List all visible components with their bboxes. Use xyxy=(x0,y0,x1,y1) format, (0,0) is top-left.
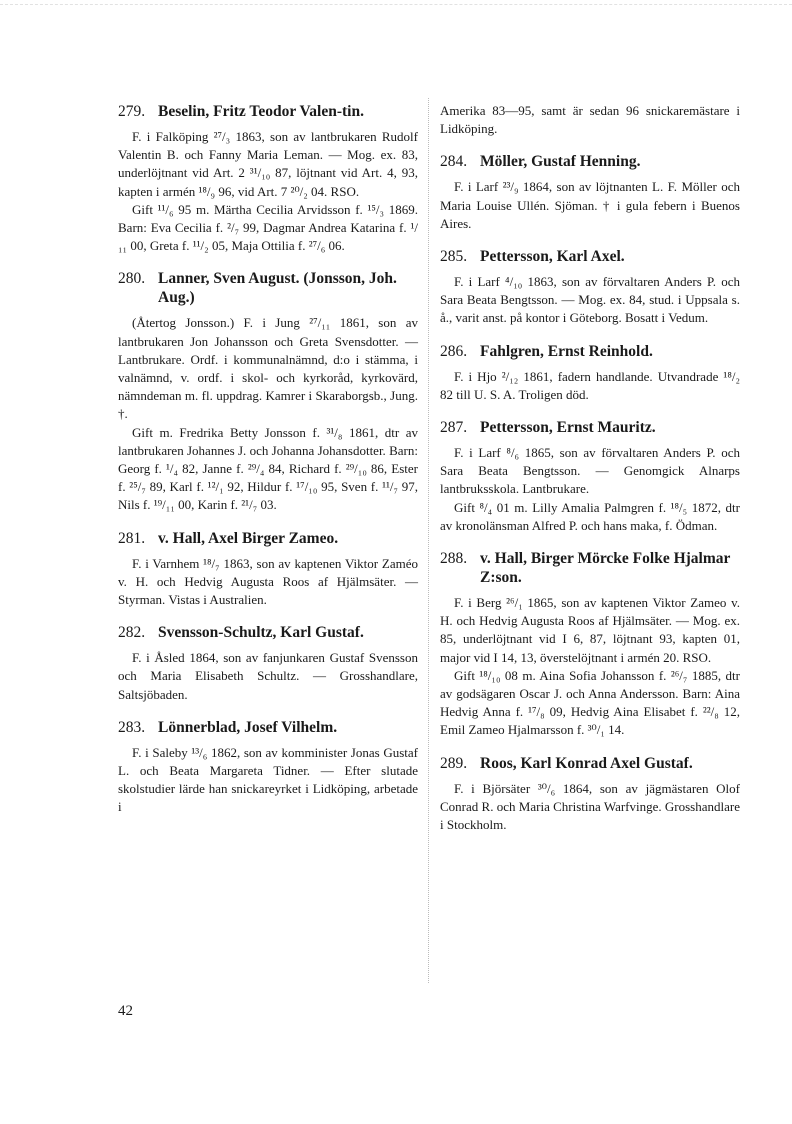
entry-280 xyxy=(118,269,418,514)
entry-paragraph: F. i Åsled 1864, son av fanjunkaren Gustaf Svensson och Maria Elisabeth Schultz. — Grosshandlare, Saltsjöbaden. xyxy=(118,650,418,702)
entry-heading xyxy=(440,342,740,361)
entry-283-continued xyxy=(440,102,740,138)
entry-paragraph: F. i Saleby ¹³/₆ 1862, son av komminister Jonas Gustaf L. och Beata Margareta Tidner. — Efter slutade skolstudier lärde han snickareyrket i Lidköping, arbetade i xyxy=(118,744,418,815)
entry-heading xyxy=(440,754,740,773)
entry-name: Möller, Gustaf Henning. xyxy=(480,153,641,171)
entry-number: 289. xyxy=(440,754,468,772)
entry-number: 286. xyxy=(440,342,468,360)
entry-paragraph: (Återtog Jonsson.) F. i Jung ²⁷/₁₁ 1861, son av lantbrukaren Jon Johansson och Greta Svensdotter. — Lantbrukare. Ordf. i kommunalnämnd, d:o i stämma, i valnämnd, v. ordf. i skol- och kyrkoråd, kyrkovärd, nämndeman m. fl. uppdrag. Kamrer i Skaraborgsb., Jung. †. xyxy=(118,315,418,422)
entry-288 xyxy=(440,549,740,740)
entry-paragraph: F. i Björsäter ³⁰/₆ 1864, son av jägmästaren Olof Conrad R. och Maria Christina Warfvinge. Grosshandlare i Stockholm. xyxy=(440,780,740,833)
entry-paragraph: F. i Larf ⁴/₁₀ 1863, son av förvaltaren Anders P. och Sara Beata Bengtsson. — Mog. ex. 84, stud. i Uppsala s. å., varit anst. på kontor i Göteborg. Bosatt i Vedum. xyxy=(440,274,740,326)
entry-paragraph: F. i Falköping ²⁷/₃ 1863, son av lantbrukaren Rudolf Valentin B. och Fanny Maria Leman. — Mog. ex. 83, underlöjtnant vid Art. 2 ³¹/₁₀ 87, löjtnant vid Art. 4, 93, kapten i armén ¹⁸/₉ 96, vid Art. 7 ²⁰/₂ 04. RSO. xyxy=(118,129,418,199)
entry-paragraph: Gift ¹¹/₆ 95 m. Märtha Cecilia Arvidsson f. ¹⁵/₃ 1869. Barn: Eva Cecilia f. ²/₇ 99, Dagmar Andrea Katarina f. ¹/₁₁ 00, Greta f. ¹¹/₂ 05, Maja Ottilia f. ²⁷/₆ 06. xyxy=(118,201,418,254)
entry-heading xyxy=(118,623,418,642)
entry-279 xyxy=(118,102,418,255)
entry-285 xyxy=(440,247,740,328)
entry-paragraph: F. i Hjo ²/₁₂ 1861, fadern handlande. Utvandrade ¹⁸/₂ 82 till U. S. A. Troligen död. xyxy=(440,368,740,402)
entry-heading xyxy=(440,152,740,171)
entry-paragraph: F. i Larf ²³/₉ 1864, son av löjtnanten L. F. Möller och Maria Louise Ullén. Sjöman. † i gula febern i Buenos Aires. xyxy=(440,179,740,231)
entry-286 xyxy=(440,342,740,404)
entry-paragraph: Amerika 83—95, samt är sedan 96 snickaremästare i Lidköping. xyxy=(440,103,740,137)
page-number: 42 xyxy=(118,1003,133,1019)
entry-paragraph: Gift ⁸/₄ 01 m. Lilly Amalia Palmgren f. ¹⁸/₅ 1872, dtr av kronolänsman Alfred P. och hans maka, f. Ödman. xyxy=(440,499,740,533)
column-divider xyxy=(428,98,429,983)
entry-284 xyxy=(440,152,740,233)
entry-name: v. Hall, Birger Mörcke Folke Hjalmar Z:son. xyxy=(480,550,731,587)
entry-name: Svensson-Schultz, Karl Gustaf. xyxy=(158,624,364,642)
entry-paragraph: F. i Berg ²⁶/₁ 1865, son av kaptenen Viktor Zameo v. H. och Hedvig Augusta Roos af Hjälmsäter. — Mog. ex. 85, underlöjtnant vid I 6, 87, löjtnant 93, kapten 01, major vid I 14, 13, överstelöjtnant i armén 20. RSO. xyxy=(440,595,740,665)
entry-name: Fahlgren, Ernst Reinhold. xyxy=(480,342,653,360)
entry-heading xyxy=(118,102,418,121)
entry-number: 280. xyxy=(118,270,146,288)
entry-name: Pettersson, Karl Axel. xyxy=(480,248,625,266)
entry-287 xyxy=(440,418,740,535)
entry-name: Roos, Karl Konrad Axel Gustaf. xyxy=(480,754,693,772)
top-scan-rule xyxy=(0,4,792,5)
entry-number: 287. xyxy=(440,419,468,437)
entry-283 xyxy=(118,718,418,817)
entry-282 xyxy=(118,623,418,704)
entry-paragraph: F. i Varnhem ¹⁸/₇ 1863, son av kaptenen Viktor Zaméo v. H. och Hedvig Augusta Roos af Hjälmsäter. — Styrman. Vistas i Australien. xyxy=(118,555,418,608)
entry-paragraph: Gift ¹⁸/₁₀ 08 m. Aina Sofia Johansson f. ²⁶/₇ 1885, dtr av godsägaren Oscar J. och Anna Andersson. Barn: Aina Hedvig Anna f. ¹⁷/₈ 09, Hedvig Aina Elisabet f. ²²/₈ 12, Emil Zameo Hjalmarsson f. ³⁰/₁ 14. xyxy=(440,667,740,738)
entry-number: 282. xyxy=(118,624,146,642)
left-column xyxy=(118,102,418,831)
entry-289 xyxy=(440,754,740,835)
entry-paragraph: Gift m. Fredrika Betty Jonsson f. ³¹/₈ 1861, dtr av lantbrukaren Johannes J. och Johanna Johansdotter. Barn: Georg f. ¹/₄ 82, Janne f. ²⁹/₄ 84, Richard f. ²⁹/₁₀ 86, Ester f. ²⁵/₇ 89, Karl f. ¹²/₁ 92, Hildur f. ¹⁷/₁₀ 95, Sven f. ¹¹/₇ 97, Nils f. ¹⁹/₁₁ 00, Karin f. ²¹/₇ 03. xyxy=(118,424,418,513)
entry-number: 284. xyxy=(440,153,468,171)
entry-number: 281. xyxy=(118,529,146,547)
entry-name: Pettersson, Ernst Mauritz. xyxy=(480,419,656,437)
entry-heading xyxy=(440,247,740,266)
entry-number: 285. xyxy=(440,248,468,266)
entry-name: Lönnerblad, Josef Vilhelm. xyxy=(158,718,338,736)
entry-number: 283. xyxy=(118,718,146,736)
entry-paragraph: F. i Larf ⁸/₆ 1865, son av förvaltaren Anders P. och Sara Beata Bengtsson. — Genomgick Alnarps lantbruksskola. Lantbrukare. xyxy=(440,445,740,497)
entry-number: 279. xyxy=(118,103,146,120)
entry-heading xyxy=(118,529,418,548)
entry-heading xyxy=(440,418,740,437)
entry-name: Lanner, Sven August. (Jonsson, Joh. Aug.) xyxy=(158,270,397,307)
entry-heading xyxy=(440,549,740,587)
entry-281 xyxy=(118,529,418,610)
entry-name: v. Hall, Axel Birger Zameo. xyxy=(158,529,339,547)
entry-name: Beselin, Fritz Teodor Valen-tin. xyxy=(158,103,364,120)
entry-number: 288. xyxy=(440,550,468,568)
entry-heading xyxy=(118,269,418,307)
entry-heading xyxy=(118,718,418,737)
right-column xyxy=(440,102,740,848)
